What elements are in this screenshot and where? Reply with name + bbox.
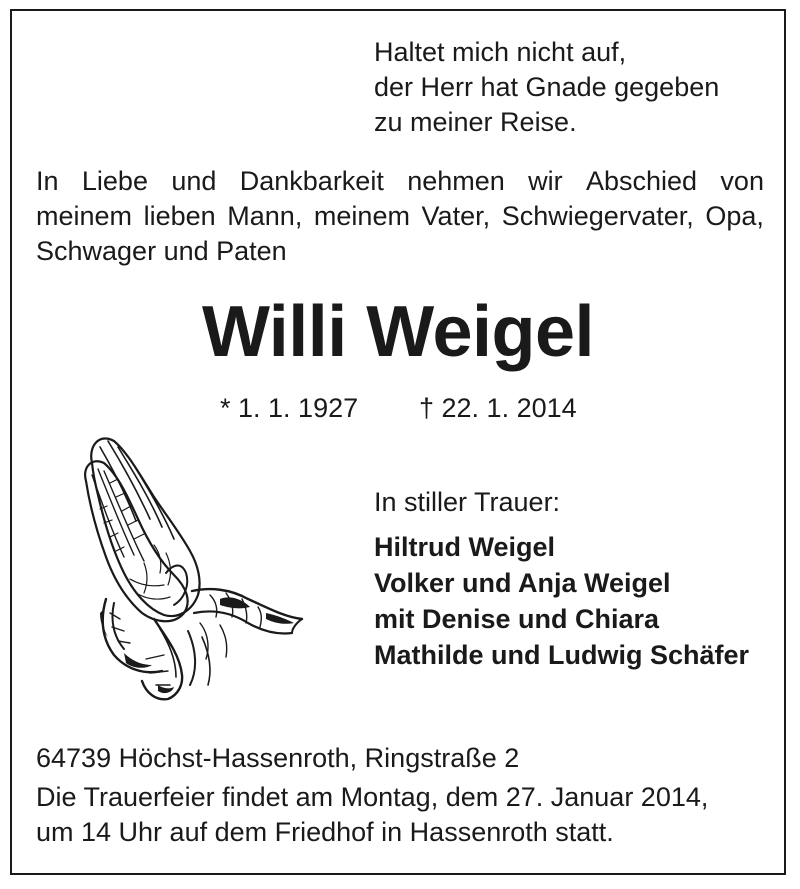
funeral-details [36,741,708,850]
mourning-heading: In stiller Trauer: [374,487,561,517]
ceremony-line: um 14 Uhr auf dem Friedhof in Hassenroth statt. [36,817,614,847]
verse-line: Haltet mich nicht auf, [374,37,627,67]
ceremony-line: Die Trauerfeier findet am Montag, dem 27. Januar 2014, [36,782,709,812]
verse-line: zu meiner Reise. [374,107,577,137]
obituary-notice [10,9,786,875]
mourners-block [374,485,749,673]
address: 64739 Höchst-Hassenroth, Ringstraße 2 [36,743,520,773]
praying-hands-icon [70,423,310,705]
intro-line: In Liebe und Dankbarkeit nehmen wir Abschied von [36,166,764,196]
verse-line: der Herr hat Gnade gegeben [374,72,720,102]
mourner-name: Volker und Anja Weigel [374,568,671,598]
intro-line: meinem lieben Mann, meinem Vater, Schwiegervater, Opa, [36,201,764,231]
birth-date: * 1. 1. 1927 [220,393,359,423]
death-date: † 22. 1. 2014 [419,393,577,423]
mourner-name: Mathilde und Ludwig Schäfer [374,640,750,670]
mourner-name: mit Denise und Chiara [374,604,660,634]
deceased-name: Willi Weigel [201,292,595,372]
mourner-name: Hiltrud Weigel [374,532,556,562]
intro-line: Schwager und Paten [36,236,287,266]
intro-text [36,164,764,269]
bible-verse [374,35,719,140]
ceremony-info [36,780,708,850]
